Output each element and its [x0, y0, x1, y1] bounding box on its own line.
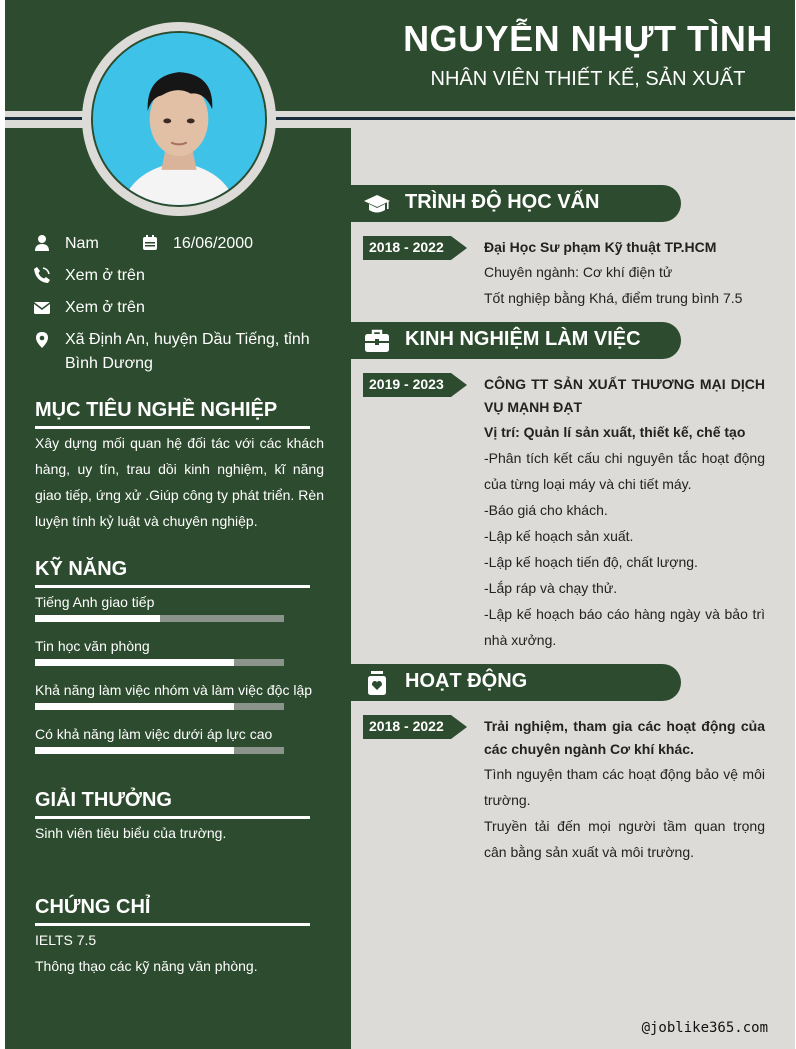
experience-line: -Lập kế hoạch tiến độ, chất lượng. — [484, 554, 698, 570]
candidate-name: NGUYỄN NHỰT TÌNH — [403, 18, 773, 59]
experience-period: 2019 - 2023 — [369, 376, 444, 392]
activities-line: Truyền tải đến mọi người tầm quan trọng cân bằng sản xuất và môi trường. — [484, 818, 765, 860]
education-school: Đại Học Sư phạm Kỹ thuật TP.HCM — [484, 239, 717, 255]
experience-line: -Phân tích kết cấu chi nguyên tắc hoạt động của từng loại máy và chi tiết máy. — [484, 450, 765, 492]
briefcase-icon — [363, 327, 391, 355]
activities-line: Tình nguyện tham các hoạt động bảo vệ môi trường. — [484, 766, 765, 808]
skill-bar — [35, 747, 284, 754]
skill-label: Tiếng Anh giao tiếp — [35, 594, 155, 610]
objective-text: Xây dựng mối quan hệ đối tác với các khách hàng, uy tín, trau dồi kinh nghiệm, kĩ năng giao tiếp, ứng xử .Giúp công ty phát triển. Rèn luyện tính kỷ luật và chuyên nghiệp. — [35, 435, 324, 529]
graduation-cap-icon — [363, 190, 391, 218]
skill-bar-fill — [35, 659, 234, 666]
email-value: Xem ở trên — [65, 299, 145, 316]
education-period: 2018 - 2022 — [369, 239, 444, 255]
activities-period-tag — [363, 715, 468, 739]
avatar-photo — [93, 33, 265, 205]
experience-line: -Lập kế hoạch sản xuất. — [484, 528, 634, 544]
candidate-role: NHÂN VIÊN THIẾT KẾ, SẢN XUẤT — [430, 68, 746, 90]
objective-title: MỤC TIÊU NGHỀ NGHIỆP — [35, 399, 310, 429]
skill-label: Khả năng làm việc nhóm và làm việc độc lập — [35, 682, 313, 698]
awards-text: Sinh viên tiêu biểu của trường. — [35, 825, 227, 841]
activities-period: 2018 - 2022 — [369, 718, 444, 734]
calendar-icon — [141, 234, 159, 252]
experience-period-tag — [363, 373, 468, 397]
experience-title: KINH NGHIỆM LÀM VIỆC — [405, 328, 641, 350]
badge-icon — [363, 669, 391, 697]
phone-value: Xem ở trên — [65, 267, 145, 284]
activities-entry — [484, 715, 765, 865]
cv-page — [5, 0, 795, 1049]
gender-value: Nam — [65, 235, 99, 252]
experience-line: -Báo giá cho khách. — [484, 502, 608, 518]
activities-header — [351, 664, 681, 701]
skill-bar — [35, 703, 284, 710]
phone-icon — [33, 266, 51, 284]
education-entry — [484, 236, 765, 311]
skills-title: KỸ NĂNG — [35, 558, 310, 588]
watermark: @joblike365.com — [641, 1020, 768, 1036]
envelope-icon — [33, 299, 51, 317]
experience-line: -Lắp ráp và chạy thử. — [484, 580, 618, 596]
education-line: Tốt nghiệp bằng Khá, điểm trung bình 7.5 — [484, 290, 743, 306]
experience-company: CÔNG TT SẢN XUẤT THƯƠNG MẠI DỊCH VỤ MẠNH ĐẠT — [484, 376, 765, 415]
experience-entry — [484, 373, 765, 653]
activities-heading: Trải nghiệm, tham gia các hoạt động của các chuyên ngành Cơ khí khác. — [484, 718, 765, 757]
user-icon — [33, 234, 51, 252]
experience-header — [351, 322, 681, 359]
address-value: Xã Định An, huyện Dầu Tiếng, tỉnh Bình Dương — [65, 331, 310, 372]
map-pin-icon — [33, 331, 51, 349]
skill-label: Có khả năng làm việc dưới áp lực cao — [35, 726, 273, 742]
education-title: TRÌNH ĐỘ HỌC VẤN — [405, 191, 600, 213]
awards-title: GIẢI THƯỞNG — [35, 789, 310, 819]
skill-bar-fill — [35, 747, 234, 754]
skill-bar-fill — [35, 703, 234, 710]
avatar — [91, 31, 267, 207]
certificate-item: IELTS 7.5 — [35, 932, 97, 948]
activities-title: HOẠT ĐỘNG — [405, 670, 528, 692]
skill-bar — [35, 659, 284, 666]
experience-position: Vị trí: Quản lí sản xuất, thiết kế, chế tạo — [484, 424, 746, 440]
education-header — [351, 185, 681, 222]
skill-label: Tin học văn phòng — [35, 638, 150, 654]
birthdate-value: 16/06/2000 — [173, 235, 254, 252]
skill-bar-fill — [35, 615, 160, 622]
education-line: Chuyên ngành: Cơ khí điện tử — [484, 264, 673, 280]
certificates-title: CHỨNG CHỈ — [35, 896, 310, 926]
education-period-tag — [363, 236, 468, 260]
certificate-item: Thông thạo các kỹ năng văn phòng. — [35, 958, 258, 974]
skill-bar — [35, 615, 284, 622]
experience-line: -Lập kế hoạch báo cáo hàng ngày và bảo trì nhà xưởng. — [484, 606, 765, 648]
